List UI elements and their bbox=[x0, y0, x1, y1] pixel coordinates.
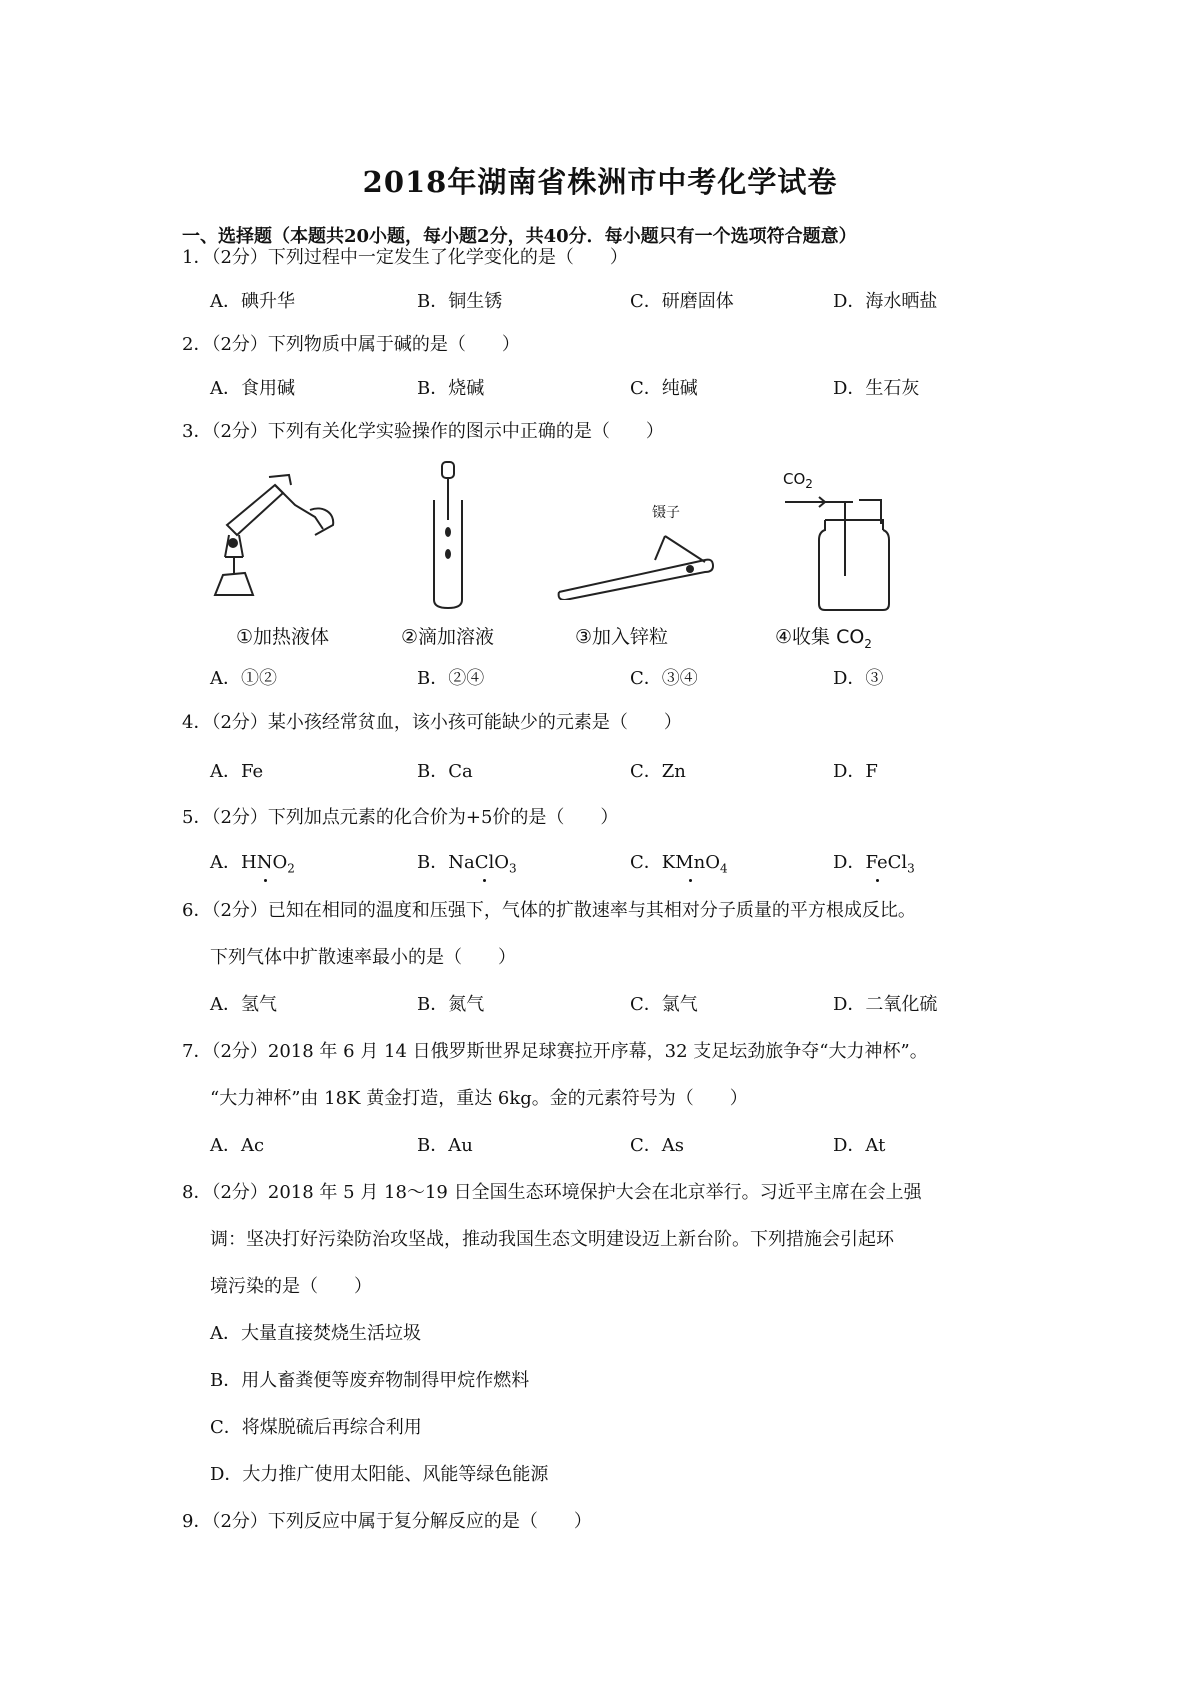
q2-option-b: B．烧碱 bbox=[417, 378, 485, 399]
q4-option-b: B．Ca bbox=[417, 761, 473, 782]
question-7-stem: 7．（2分）2018 年 6 月 14 日俄罗斯世界足球赛拉开序幕，32 支足坛劲旅争夺“大力神杯”。 bbox=[182, 1041, 928, 1062]
q8-option-b: B．用人畜粪便等废弃物制得甲烷作燃料 bbox=[210, 1370, 530, 1391]
co2-label-sub: 2 bbox=[805, 477, 813, 491]
q6-option-b: B．氮气 bbox=[417, 994, 485, 1015]
q5-d-mid: Cl bbox=[887, 852, 908, 873]
q3-option-a: A．①② bbox=[210, 668, 277, 689]
dropping-solution-figure bbox=[420, 460, 480, 610]
figure-3-caption: ③加入锌粒 bbox=[575, 626, 669, 648]
q5-c-mid: O bbox=[705, 852, 721, 873]
q5-option-b bbox=[417, 851, 517, 881]
q5-option-d bbox=[833, 851, 915, 881]
q1-option-a: A．碘升华 bbox=[210, 291, 295, 312]
q1-option-c: C．研磨固体 bbox=[630, 291, 734, 312]
q5-c-pre: C．K bbox=[630, 852, 676, 873]
q8-option-d: D．大力推广使用太阳能、风能等绿色能源 bbox=[210, 1464, 549, 1485]
section-heading: 一、选择题（本题共20小题，每小题2分，共40分．每小题只有一个选项符合题意） bbox=[182, 226, 857, 247]
q5-d-pre: D． bbox=[833, 852, 866, 873]
figure-4-caption bbox=[775, 622, 872, 651]
q8-option-c: C．将煤脱硫后再综合利用 bbox=[210, 1417, 422, 1438]
q6-option-a: A．氢气 bbox=[210, 994, 277, 1015]
q2-option-d: D．生石灰 bbox=[833, 378, 920, 399]
q5-a-mid: O bbox=[272, 852, 288, 873]
q5-a-pre: A．H bbox=[210, 852, 257, 873]
q7-option-c: C．As bbox=[630, 1135, 685, 1156]
q2-option-a: A．食用碱 bbox=[210, 378, 295, 399]
tweezer-label: 镊子 bbox=[652, 505, 680, 521]
question-6-stem: 6．（2分）已知在相同的温度和压强下，气体的扩散速率与其相对分子质量的平方根成反比。 bbox=[182, 900, 916, 921]
q5-b-sub: 3 bbox=[509, 861, 517, 876]
question-8-stem: 8．（2分）2018 年 5 月 18～19 日全国生态环境保护大会在北京举行。习近平主席在会上强 bbox=[182, 1182, 922, 1203]
q5-a-sub: 2 bbox=[287, 861, 295, 876]
q2-option-c: C．纯碱 bbox=[630, 378, 698, 399]
q6-option-c: C．氯气 bbox=[630, 994, 698, 1015]
adding-zinc-figure bbox=[555, 500, 725, 600]
q5-b-dotted: Cl bbox=[474, 852, 495, 873]
q5-a-dotted: N bbox=[256, 852, 273, 873]
q6-option-d: D．二氧化硫 bbox=[833, 994, 938, 1015]
q4-option-a: A．Fe bbox=[210, 761, 264, 782]
question-7-line-2: “大力神杯”由 18K 黄金打造，重达 6kg。金的元素符号为（ ） bbox=[210, 1088, 748, 1109]
q7-option-d: D．At bbox=[833, 1135, 886, 1156]
q5-b-mid: O bbox=[494, 852, 510, 873]
q3-option-c: C．③④ bbox=[630, 668, 698, 689]
q5-option-a bbox=[210, 851, 295, 881]
q5-b-pre: B．Na bbox=[417, 852, 475, 873]
q8-option-a: A．大量直接焚烧生活垃圾 bbox=[210, 1323, 421, 1344]
heating-liquid-figure bbox=[205, 465, 350, 610]
figure-4-caption-text: ④收集 CO bbox=[775, 626, 865, 648]
figure-4-caption-sub: 2 bbox=[864, 636, 872, 651]
q5-option-c bbox=[630, 851, 728, 881]
q5-c-sub: 4 bbox=[720, 861, 728, 876]
q3-option-d: D．③ bbox=[833, 668, 884, 689]
question-3-stem: 3．（2分）下列有关化学实验操作的图示中正确的是（ ） bbox=[182, 421, 664, 442]
question-8-line-2: 调：坚决打好污染防治攻坚战，推动我国生态文明建设迈上新台阶。下列措施会引起环 bbox=[210, 1229, 894, 1250]
figure-2-caption: ②滴加溶液 bbox=[401, 626, 495, 648]
question-1-stem: 1．（2分）下列过程中一定发生了化学变化的是（ ） bbox=[182, 247, 628, 268]
question-8-line-3: 境污染的是（ ） bbox=[210, 1276, 372, 1297]
question-4-stem: 4．（2分）某小孩经常贫血，该小孩可能缺少的元素是（ ） bbox=[182, 712, 682, 733]
collecting-co2-figure bbox=[783, 480, 903, 615]
figure-1-caption: ①加热液体 bbox=[236, 626, 330, 648]
q5-d-sub: 3 bbox=[907, 861, 915, 876]
q5-c-dotted: Mn bbox=[675, 852, 706, 873]
q5-d-dotted: Fe bbox=[865, 852, 888, 873]
question-2-stem: 2．（2分）下列物质中属于碱的是（ ） bbox=[182, 334, 520, 355]
question-6-line-2: 下列气体中扩散速率最小的是（ ） bbox=[210, 947, 516, 968]
q1-option-d: D．海水晒盐 bbox=[833, 291, 938, 312]
question-9-stem: 9．（2分）下列反应中属于复分解反应的是（ ） bbox=[182, 1511, 592, 1532]
co2-label-text: CO bbox=[783, 470, 806, 488]
question-5-stem: 5．（2分）下列加点元素的化合价为+5价的是（ ） bbox=[182, 807, 619, 828]
q4-option-c: C．Zn bbox=[630, 761, 686, 782]
q3-option-b: B．②④ bbox=[417, 668, 485, 689]
q4-option-d: D．F bbox=[833, 761, 878, 782]
q7-option-b: B．Au bbox=[417, 1135, 473, 1156]
q7-option-a: A．Ac bbox=[210, 1135, 265, 1156]
page-title: 2018年湖南省株洲市中考化学试卷 bbox=[362, 165, 838, 199]
q1-option-b: B．铜生锈 bbox=[417, 291, 503, 312]
